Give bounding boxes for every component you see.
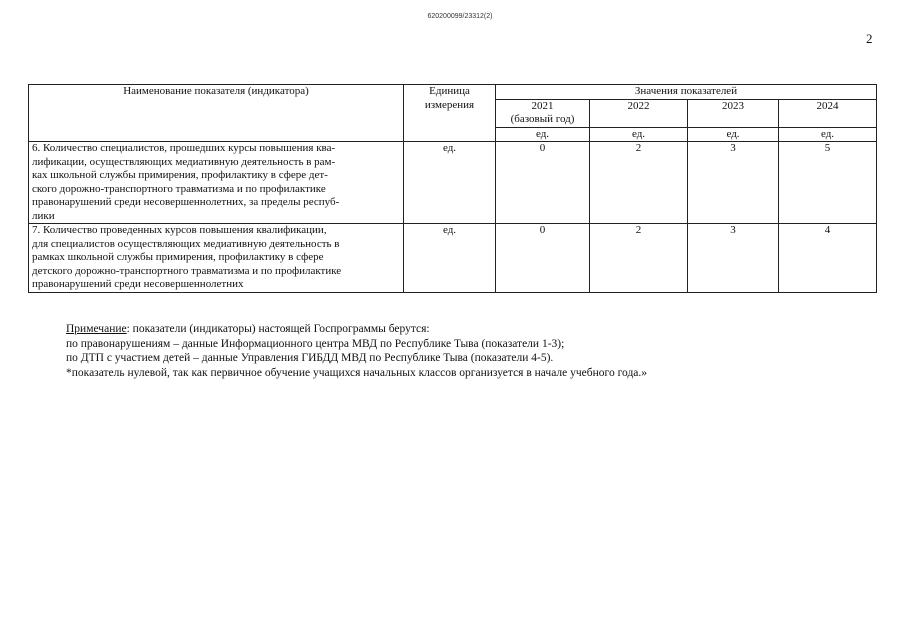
unit-cell: ед. bbox=[404, 142, 496, 224]
notes-line: по правонарушениям – данные Информационного центра МВД по Республике Тыва (показатели 1-3); bbox=[66, 337, 565, 350]
notes-intro-text: : показатели (индикаторы) настоящей Госпрограммы берутся: bbox=[126, 323, 430, 335]
notes-line: по ДТП с участием детей – данные Управления ГИБДД МВД по Республике Тыва (показатели 4-5). bbox=[66, 352, 554, 364]
unit-subheader: ед. bbox=[688, 127, 779, 142]
unit-subheader: ед. bbox=[496, 127, 590, 142]
year-label: 2021 bbox=[531, 99, 554, 112]
indicator-line: 7. Количество проведенных курсов повышения квалификации, bbox=[32, 224, 327, 236]
indicator-line: правонарушений среди несовершеннолетних, за пределы респуб- bbox=[32, 196, 340, 208]
indicators-table bbox=[28, 84, 877, 293]
value-cell-2021: 0 bbox=[496, 142, 590, 224]
year-header-2023: 2023 bbox=[688, 99, 779, 127]
unit-subheader: ед. bbox=[779, 127, 877, 142]
table-row bbox=[29, 224, 877, 293]
year-header-2021 bbox=[496, 99, 590, 127]
notes-label: Примечание bbox=[66, 323, 127, 335]
value-cell-2021: 0 bbox=[496, 224, 590, 293]
indicator-line: лики bbox=[32, 209, 55, 222]
unit-cell: ед. bbox=[404, 224, 496, 293]
year-header-2022: 2022 bbox=[590, 99, 688, 127]
page-number: 2 bbox=[866, 31, 873, 46]
indicator-line: для специалистов осуществляющих медиативную деятельность в bbox=[32, 237, 340, 250]
unit-subheader: ед. bbox=[590, 127, 688, 142]
indicator-name-cell bbox=[29, 224, 404, 293]
values-group-header: Значения показателей bbox=[496, 85, 877, 100]
table-row bbox=[29, 142, 877, 224]
document-id: 620200099/23312(2) bbox=[427, 13, 493, 20]
value-cell-2024: 4 bbox=[779, 224, 877, 293]
value-cell-2023: 3 bbox=[688, 224, 779, 293]
indicator-name-header: Наименование показателя (индикатора) bbox=[29, 85, 404, 142]
indicator-line: правонарушений среди несовершеннолетних bbox=[32, 278, 244, 290]
value-cell-2022: 2 bbox=[590, 224, 688, 293]
indicator-name-cell bbox=[29, 142, 404, 224]
indicator-line: лификации, осуществляющих медиативную деятельность в рам- bbox=[32, 155, 336, 168]
value-cell-2023: 3 bbox=[688, 142, 779, 224]
indicator-line: рамках школьной службы примирения, профилактику в сфере bbox=[32, 251, 324, 263]
indicator-line: ского дорожно-транспортного травматизма и по профилактике bbox=[32, 182, 326, 195]
table-header-row bbox=[29, 85, 877, 100]
notes-line: *показатель нулевой, так как первичное обучение учащихся начальных классов организуется в начале учебного года.» bbox=[66, 366, 648, 379]
notes-block bbox=[66, 322, 826, 380]
year-header-2024: 2024 bbox=[779, 99, 877, 127]
value-cell-2022: 2 bbox=[590, 142, 688, 224]
indicator-line: детского дорожно-транспортного травматизма и по профилактике bbox=[32, 264, 342, 277]
notes-intro bbox=[66, 322, 826, 337]
indicator-line: ках школьной службы примирения, профилактику в сфере дет- bbox=[32, 169, 328, 181]
indicator-line: 6. Количество специалистов, прошедших курсы повышения ква- bbox=[32, 142, 336, 154]
value-cell-2024: 5 bbox=[779, 142, 877, 224]
year-note: (базовый год) bbox=[510, 113, 575, 125]
unit-header: Единица измерения bbox=[404, 85, 496, 142]
